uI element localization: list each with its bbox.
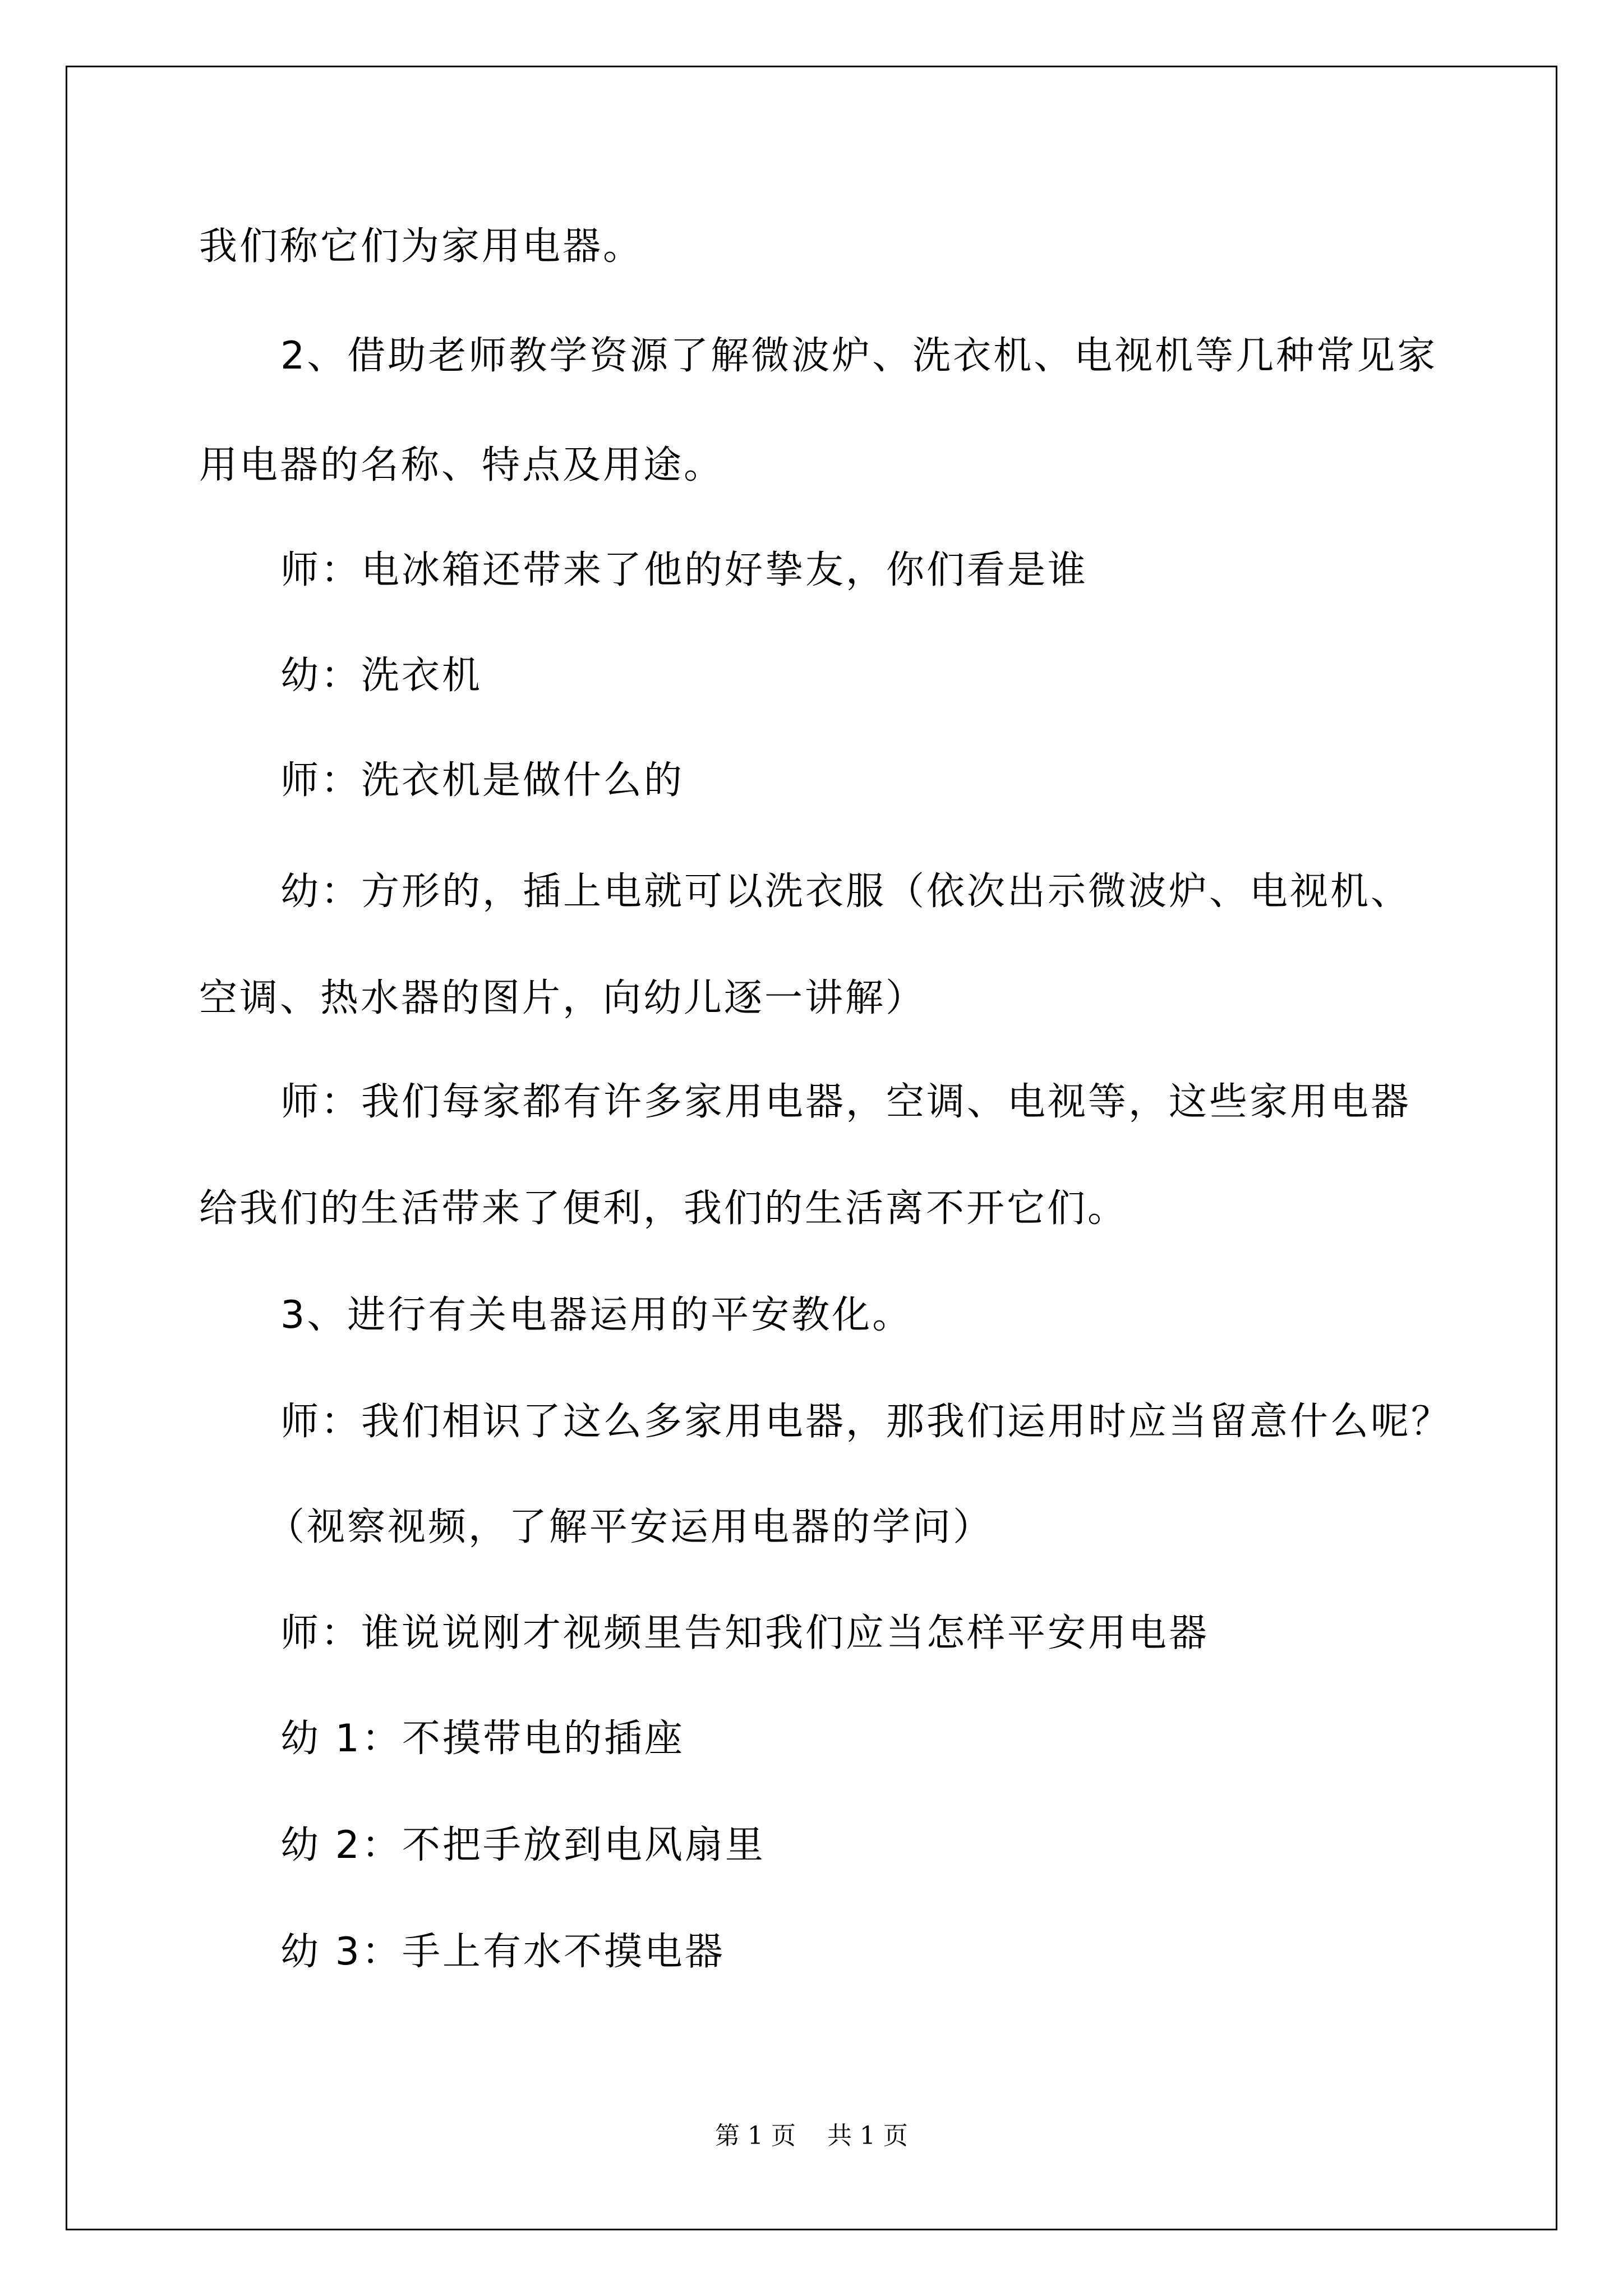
- dialogue-line: 幼 1：不摸带电的插座: [280, 1717, 685, 1761]
- page-border: [66, 66, 1557, 2230]
- dialogue-line: 给我们的生活带来了便利，我们的生活离不开它们。: [199, 1186, 1128, 1231]
- paragraph-line: 用电器的名称、特点及用途。: [199, 443, 725, 487]
- dialogue-line: 师：电冰箱还带来了他的好挚友，你们看是谁: [280, 548, 1089, 592]
- dialogue-line: 师：我们相识了这么多家用电器，那我们运用时应当留意什么呢？: [280, 1400, 1452, 1444]
- dialogue-line: 师：我们每家都有许多家用电器，空调、电视等，这些家用电器: [280, 1080, 1412, 1124]
- dialogue-line: 幼 2：不把手放到电风扇里: [280, 1823, 766, 1867]
- dialogue-line: （视察视频，了解平安运用电器的学问）: [266, 1505, 994, 1549]
- dialogue-line: 幼 3：手上有水不摸电器: [280, 1930, 725, 1974]
- dialogue-line: 师：谁说说刚才视频里告知我们应当怎样平安用电器: [280, 1611, 1210, 1655]
- paragraph-line: 2、借助老师教学资源了解微波炉、洗衣机、电视机等几种常见家: [280, 334, 1438, 378]
- dialogue-line: 幼：方形的，插上电就可以洗衣服（依次出示微波炉、电视机、: [280, 869, 1412, 914]
- dialogue-line: 师：洗衣机是做什么的: [280, 758, 685, 803]
- dialogue-line: 幼：洗衣机: [280, 654, 483, 698]
- paragraph-line: 3、进行有关电器运用的平安教化。: [280, 1293, 913, 1337]
- page-number-footer: 第 1 页 共 1 页: [715, 2122, 908, 2150]
- dialogue-line: 空调、热水器的图片，向幼儿逐一讲解）: [199, 976, 926, 1020]
- paragraph-line: 我们称它们为家用电器。: [199, 224, 644, 269]
